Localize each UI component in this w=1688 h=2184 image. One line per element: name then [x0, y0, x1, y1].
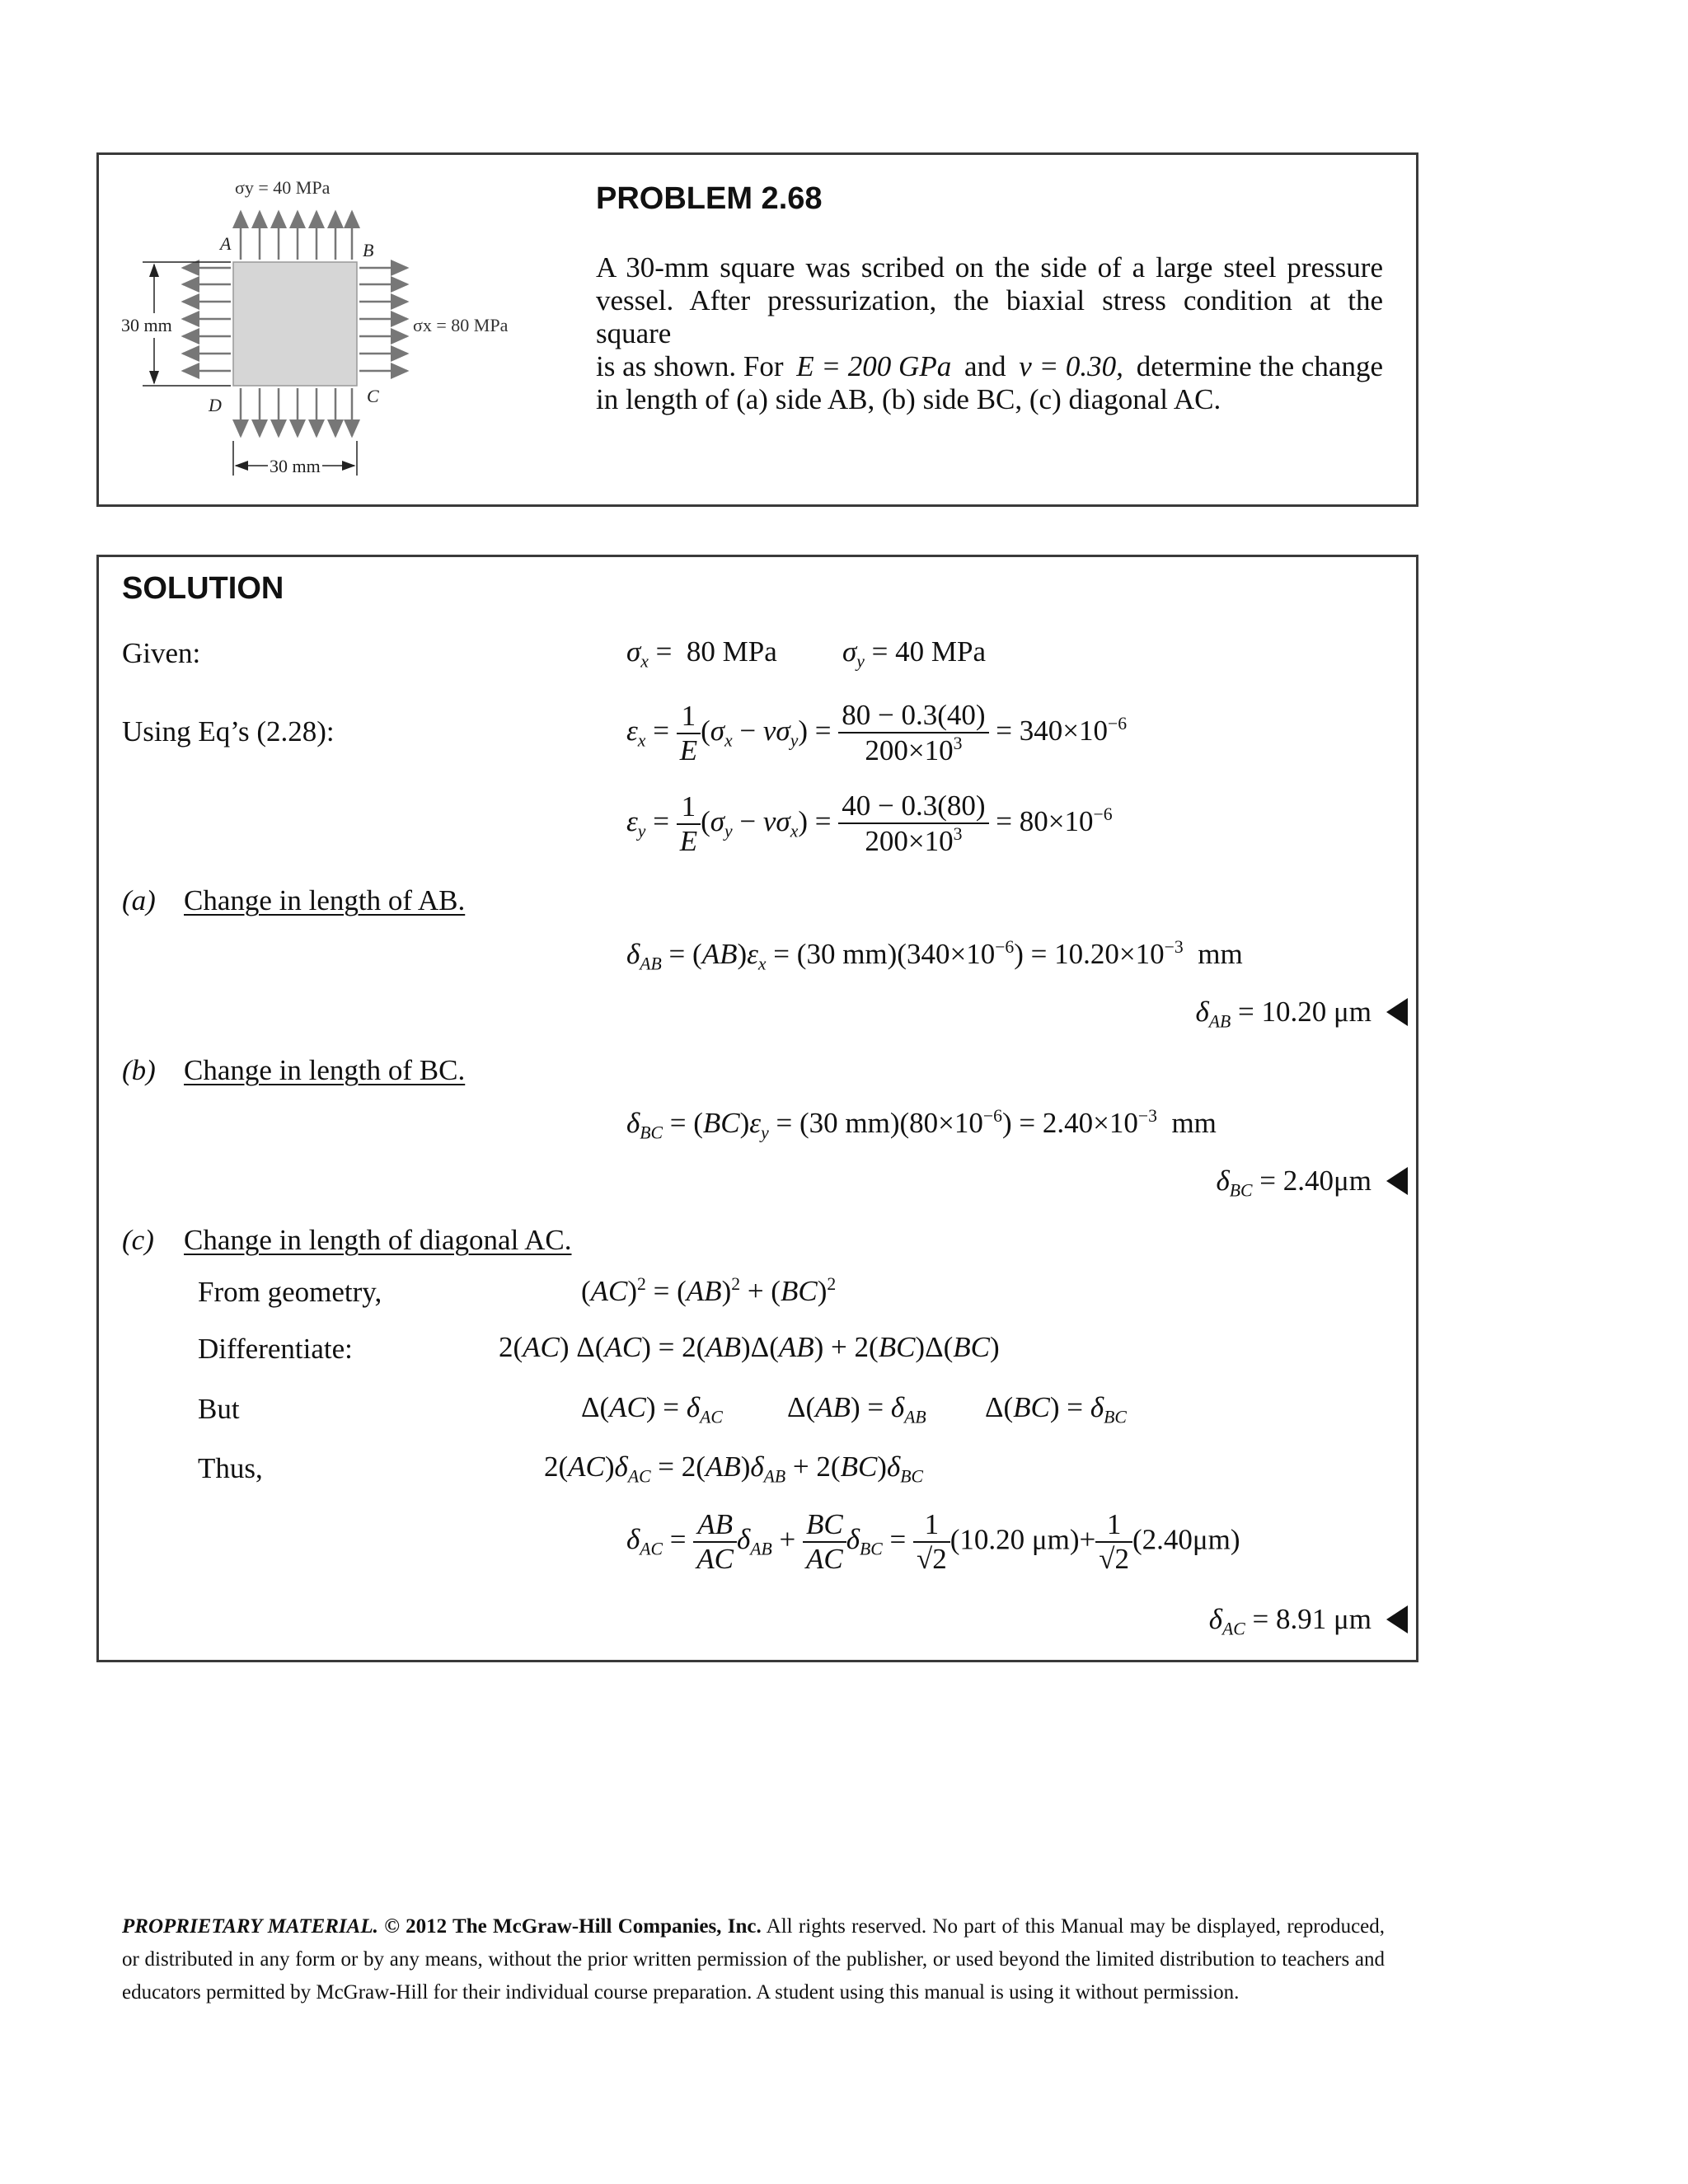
corner-b-label: B: [363, 240, 374, 260]
ex-result: = 340×10: [996, 714, 1109, 747]
footer-text: All rights reserved. No part of this Manual may be displayed, reproduced, or distributed in any form or by any means, without the prior written permission of the publisher, or used beyond the limited distribution to teachers and educators permitted by McGraw-Hill for their individual course preparation. A student using this manual is using it without permission.: [122, 1915, 1386, 2004]
problem-statement: [596, 251, 1383, 416]
differentiate-equation: 2(AC) Δ(AC) = 2(AB)Δ(AB) + 2(BC)Δ(BC): [499, 1331, 1000, 1363]
part-c-heading: (c) Change in length of diagonal AC.: [122, 1224, 572, 1256]
thus-label: Thus,: [198, 1452, 263, 1484]
from-geometry-label: From geometry,: [198, 1276, 382, 1308]
ey-numerator: 40 − 0.3(80): [838, 790, 988, 824]
sigma-y-top-arrows: [241, 212, 352, 260]
given-label: Given:: [122, 637, 201, 669]
part-b-answer-value: = 2.40μm: [1259, 1165, 1372, 1197]
statement-line-3a: is as shown. For: [596, 350, 784, 382]
part-c-title: Change in length of diagonal AC.: [184, 1224, 572, 1256]
sigma-x-left-arrows: [183, 268, 231, 371]
answer-marker-icon: [1386, 1167, 1408, 1195]
part-a-answer: $\delta_{AB} = 10.20$ μm: [1195, 996, 1408, 1033]
height-label: 30 mm: [121, 315, 172, 335]
part-c-terms-end: (2.40μm): [1132, 1523, 1240, 1556]
delta-ab-def: $\Delta(AB) = \delta_{AB}$: [787, 1391, 926, 1427]
part-c-answer: $\delta_{AC} = 8.91$ μm: [1209, 1603, 1408, 1640]
but-label: But: [198, 1393, 240, 1425]
copyright-footer: [122, 1910, 1385, 2009]
statement-line-3b: determine the change: [1136, 350, 1383, 382]
given-sigma-y-value: 40 MPa: [895, 635, 987, 668]
part-a-eq: = (30 mm)(340×10: [773, 938, 996, 971]
corner-a-label: A: [220, 233, 232, 254]
steel-square: [233, 262, 357, 386]
ex-numerator: 80 − 0.3(40): [838, 699, 988, 733]
nu-value: v = 0.30,: [1019, 350, 1123, 382]
using-eq-label: Using Eq’s (2.28):: [122, 715, 335, 748]
part-a-unit: mm: [1198, 938, 1243, 971]
part-a-eq-end: ) = 10.20×10: [1014, 938, 1165, 971]
part-b-heading: (b) Change in length of BC.: [122, 1054, 466, 1086]
given-sigma-y: $\sigma_y = 40$ MPa: [842, 635, 987, 672]
corner-d-label: D: [209, 395, 222, 415]
ex-denominator: 200×10: [865, 734, 954, 767]
corner-c-label: C: [367, 386, 379, 406]
statement-line-2: vessel. After pressurization, the biaxial stress condition at the square: [596, 284, 1383, 349]
sigma-y-bottom-arrows: [241, 388, 352, 436]
sigma-y-label: σy = 40 MPa: [235, 177, 331, 198]
given-sigma-x: $\sigma_x = 80$ MPa: [626, 635, 777, 672]
part-a-heading: (a) Change in length of AB.: [122, 884, 466, 916]
sigma-x-right-arrows: [359, 268, 407, 371]
part-a-answer-value: = 10.20 μm: [1238, 996, 1372, 1028]
statement-line-3: [596, 350, 1383, 383]
thus-equation: $2(AC)\delta_{AC} = 2(AB)\delta_{AB} + 2(BC)\delta_{BC}$: [544, 1451, 923, 1487]
given-sigma-x-value: 80 MPa: [686, 635, 777, 668]
strain-x-equation: $\varepsilon_x$ = $\frac{1}{E}$ $(\sigma_x - v\sigma_y)$ = $\frac{80 - 0.3(40)}{200\times 10^3}$ = $340\times 10^{-6}$: [626, 699, 1128, 767]
statement-line-1: A 30-mm square was scribed on the side of a large steel pressure: [596, 251, 1383, 284]
width-label: 30 mm: [270, 456, 321, 476]
strain-y-equation: $\varepsilon_y$ = $\frac{1}{E}$ $(\sigma_y - v\sigma_x)$ = $\frac{40 - 0.3(80)}{200\times 10^3}$ = $80\times 10^{-6}$: [626, 790, 1113, 858]
sigma-x-label: σx = 80 MPa: [413, 315, 509, 335]
delta-bc-def: $\Delta(BC) = \delta_{BC}$: [985, 1391, 1127, 1427]
part-c-answer-value: = 8.91 μm: [1252, 1603, 1372, 1635]
answer-marker-icon: [1386, 1605, 1408, 1633]
part-c-terms: (10.20 μm)+: [950, 1523, 1096, 1556]
part-b-eq-end: ) = 2.40×10: [1001, 1107, 1138, 1140]
delta-ac-equation: $\delta_{AC}$ = $\frac{AB}{AC}$ $\delta_{AB}$ + $\frac{BC}{AC}$ $\delta_{BC}$ = $\frac{1}{√2}$ (10.20 μm)+ $\frac{1}{√2}$ (2.40μm): [626, 1508, 1240, 1576]
footer-bold-lead: PROPRIETARY MATERIAL.: [122, 1915, 378, 1938]
statement-line-4: in length of (a) side AB, (b) side BC, (c) diagonal AC.: [596, 383, 1221, 415]
geometry-equation: (AC)$^2$ = (AB)$^2$ + (BC)$^2$: [581, 1274, 837, 1308]
and-word: and: [964, 350, 1006, 382]
part-a-title: Change in length of AB.: [184, 884, 466, 916]
part-b-eq: = (30 mm)(80×10: [776, 1107, 983, 1140]
ey-result: = 80×10: [996, 804, 1094, 837]
part-a-equation: $\delta_{AB} = (AB)\varepsilon_x = (30$ $mm)(340\times 10^{-6}) = 10.20\times 10^{-3}$ mm: [626, 937, 1243, 974]
problem-title: PROBLEM 2.68: [596, 181, 823, 216]
stress-element-figure: [111, 169, 556, 490]
solution-heading: SOLUTION: [122, 571, 284, 606]
part-b-equation: $\delta_{BC} = (BC)\varepsilon_y = (30$ $mm)(80\times 10^{-6}) = 2.40\times 10^{-3}$ mm: [626, 1106, 1217, 1143]
answer-marker-icon: [1386, 998, 1408, 1026]
differentiate-label: Differentiate:: [198, 1333, 353, 1365]
part-b-unit: mm: [1171, 1107, 1217, 1140]
delta-ac-def: $\Delta(AC) = \delta_{AC}$: [581, 1391, 723, 1427]
footer-bold-copy: © 2012 The McGraw-Hill Companies, Inc.: [384, 1915, 762, 1938]
e-value: E = 200 GPa: [796, 350, 952, 382]
part-b-answer: $\delta_{BC} = 2.40\mu m$: [1217, 1165, 1408, 1202]
part-b-title: Change in length of BC.: [184, 1054, 466, 1086]
ey-denominator: 200×10: [865, 825, 954, 858]
